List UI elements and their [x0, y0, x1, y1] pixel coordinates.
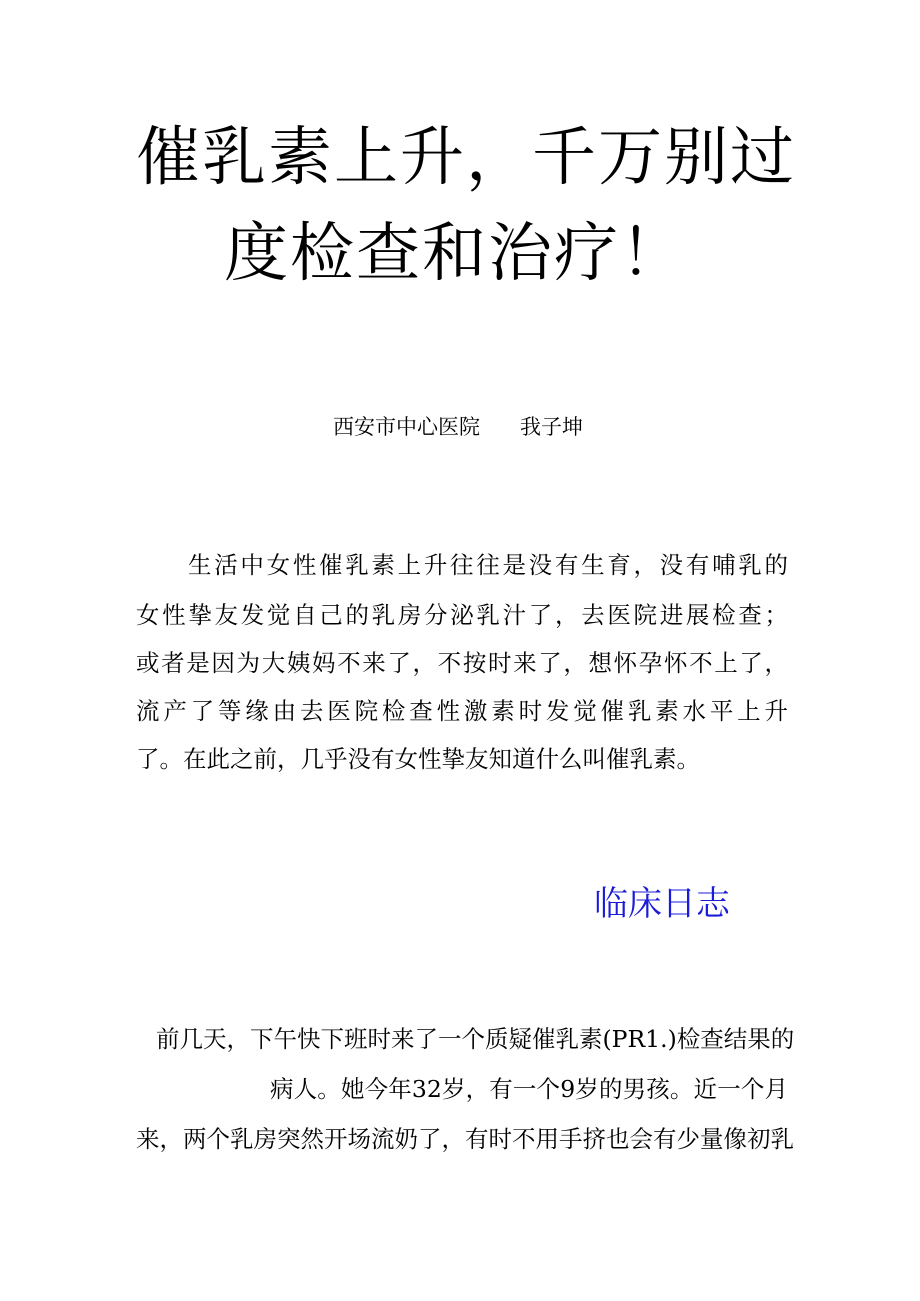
article-title-line-2: 度检查和治疗！: [224, 217, 686, 291]
paragraph-line: 病人。她今年32岁，有一个9岁的男孩。近一个月: [270, 1075, 788, 1103]
paragraph-line: 了。在此之前，几乎没有女性挚友知道什么叫催乳素。: [136, 745, 700, 773]
paragraph-line: 生活中女性催乳素上升往往是没有生育，没有哺乳的: [188, 551, 788, 579]
section-title: 临床日志: [594, 884, 730, 924]
paragraph-line: 前几天，下午快下班时来了一个质疑催乳素(PR1.)检查结果的: [156, 1025, 795, 1053]
paragraph-line: 来，两个乳房突然开场流奶了，有时不用手挤也会有少量像初乳: [136, 1125, 794, 1153]
paragraph-line: 女性挚友发觉自己的乳房分泌乳汁了，去医院进展检查；: [136, 601, 788, 629]
byline-author: 我子坤: [520, 415, 583, 439]
article-title-line-1: 催乳素上升，千万别过: [136, 121, 796, 195]
paragraph-line: 或者是因为大姨妈不来了，不按时来了，想怀孕怀不上了，: [136, 649, 788, 677]
byline-organization: 西安市中心医院: [333, 415, 480, 439]
paragraph-line: 流产了等缘由去医院检查性激素时发觉催乳素水平上升: [136, 697, 788, 725]
